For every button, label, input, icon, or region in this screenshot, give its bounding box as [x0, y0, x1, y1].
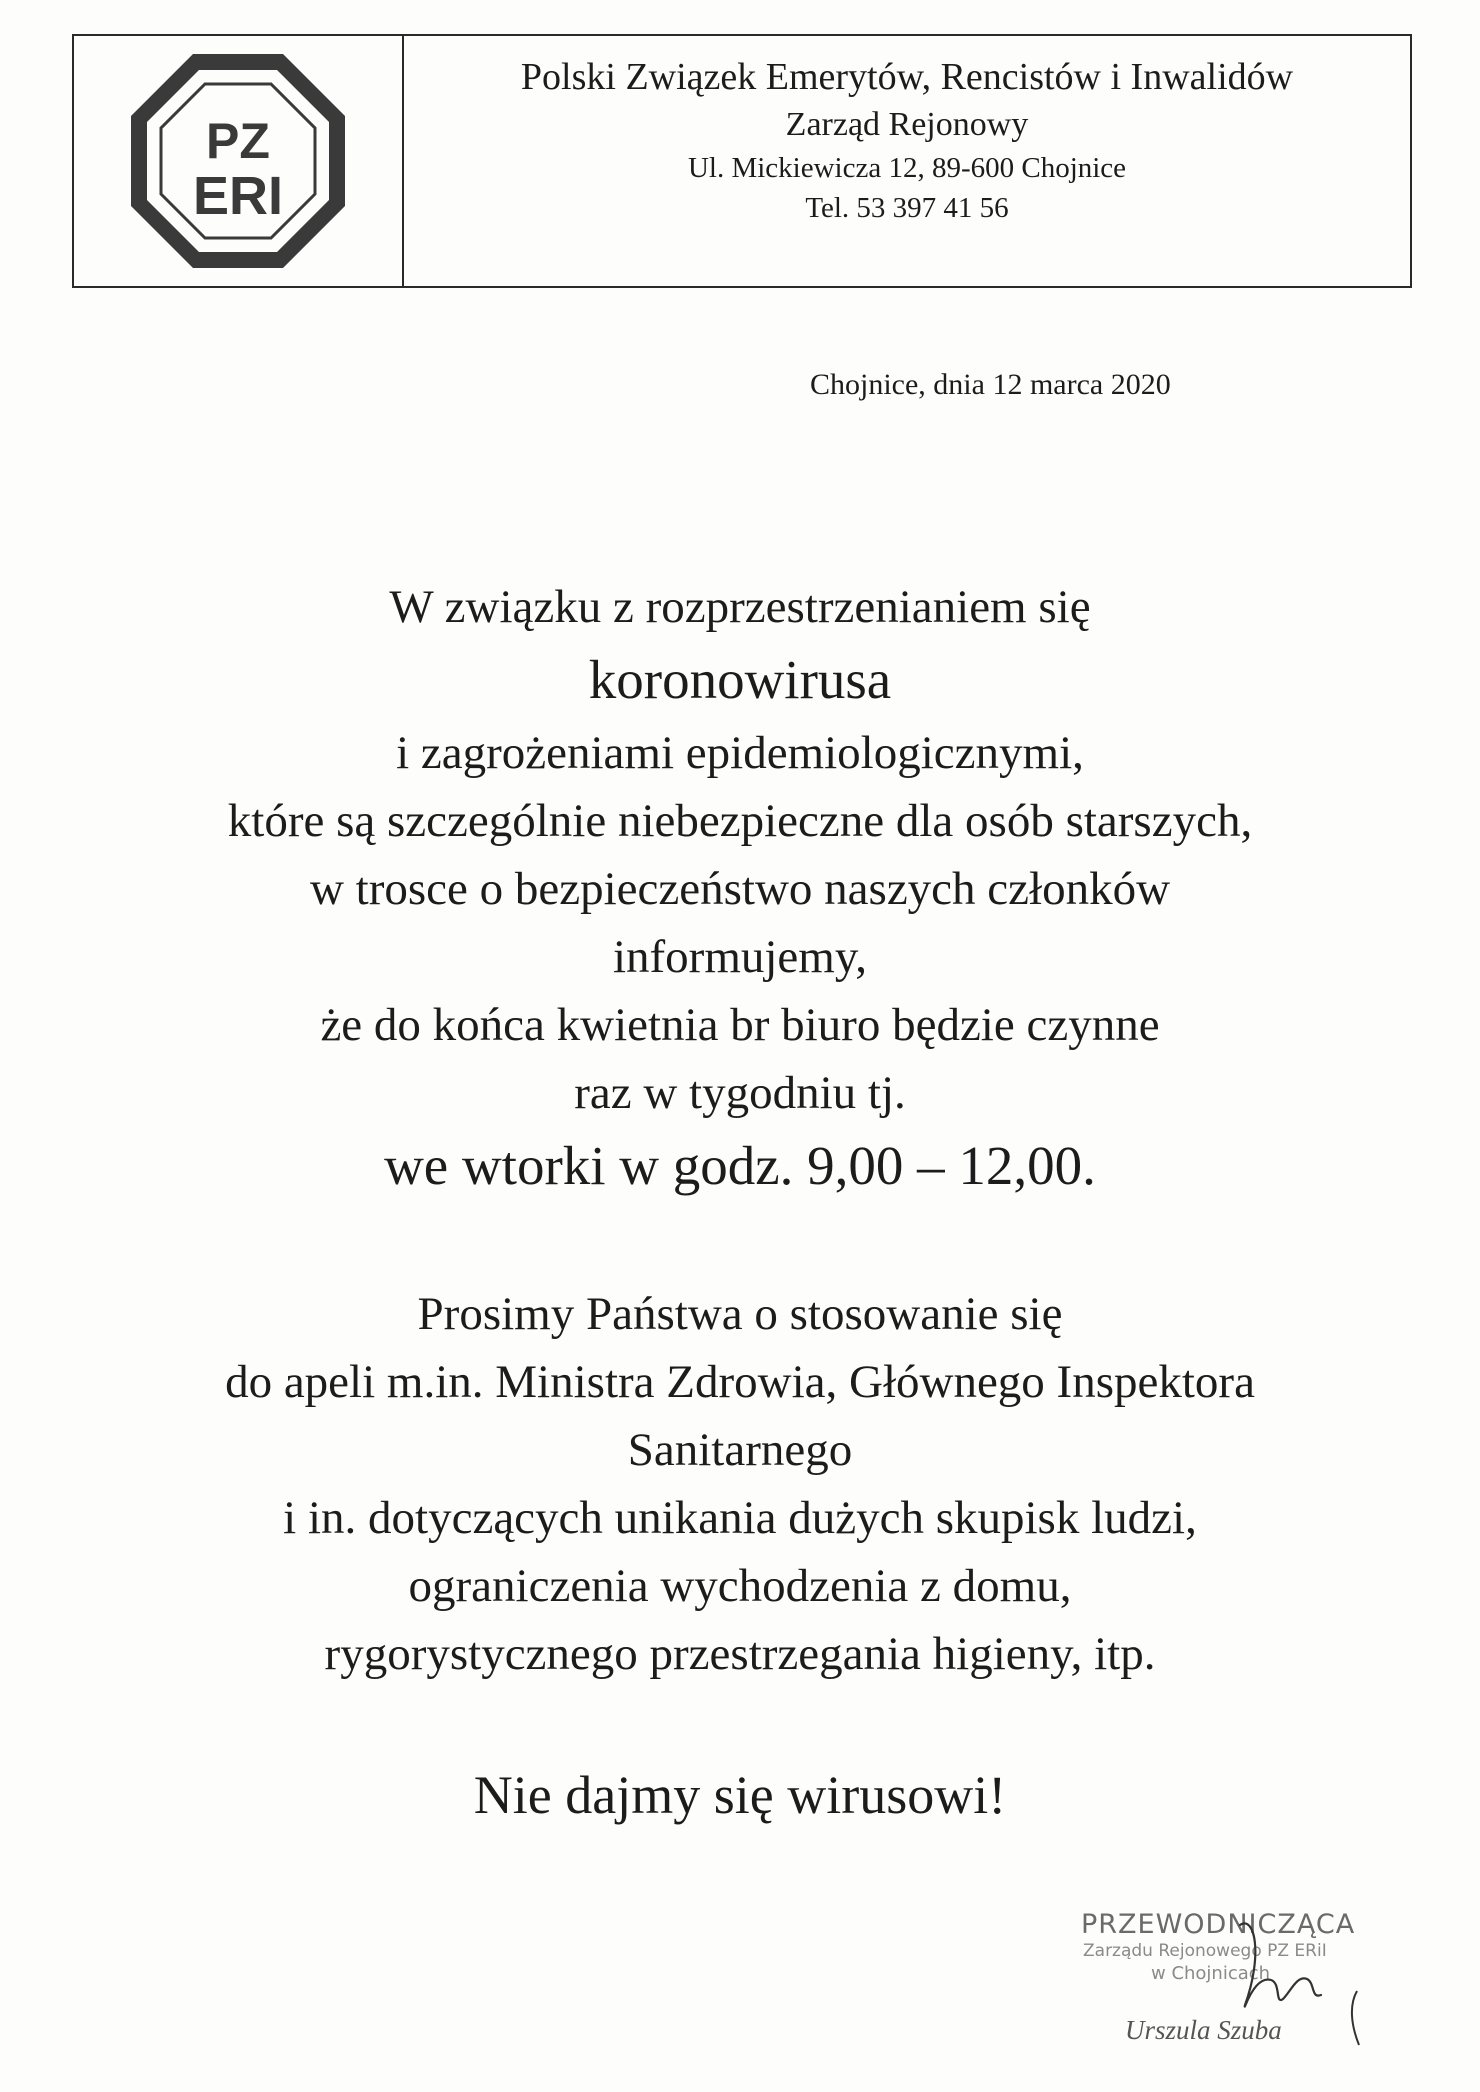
stamp-organization: Zarządu Rejonowego PZ ERiI	[1083, 1941, 1327, 1961]
announcement-line: raz w tygodniu tj.	[574, 1067, 906, 1119]
signature-stamp	[1075, 1895, 1405, 2055]
stamp-location: w Chojnicach	[1151, 1963, 1271, 1984]
pzeri-logo	[123, 46, 353, 276]
logo-text-eri: ERI	[192, 166, 284, 226]
stamp-title: PRZEWODNICZĄCA	[1081, 1909, 1356, 1940]
organization-info	[404, 36, 1410, 286]
logo-cell	[74, 36, 404, 286]
appeal-line: rygorystycznego przestrzegania higieny, itp.	[324, 1628, 1156, 1680]
organization-name: Polski Związek Emerytów, Rencistów i Inwalidów	[520, 56, 1294, 98]
office-hours: we wtorki w godz. 9,00 – 12,00.	[384, 1135, 1096, 1196]
announcement-line: i zagrożeniami epidemiologicznymi,	[396, 727, 1084, 779]
letterhead	[72, 34, 1412, 288]
announcement-line: które są szczególnie niebezpieczne dla osób starszych,	[227, 795, 1253, 847]
announcement	[40, 573, 1440, 1826]
appeal-line: i in. dotyczących unikania dużych skupisk ludzi,	[283, 1492, 1197, 1544]
appeal-line: do apeli m.in. Ministra Zdrowia, Głównego Inspektora	[225, 1356, 1255, 1408]
stamp-name: Urszula Szuba	[1125, 2015, 1282, 2045]
announcement-line: W związku z rozprzestrzenianiem się	[389, 581, 1091, 633]
logo-text-pz: PZ	[206, 113, 270, 169]
appeal-line: Sanitarnego	[627, 1424, 853, 1476]
handwritten-signature	[1075, 1895, 1405, 2055]
appeal-line: ograniczenia wychodzenia z domu,	[408, 1560, 1072, 1612]
organization-address: Ul. Mickiewicza 12, 89-600 Chojnice	[687, 152, 1127, 184]
announcement-line-emphasis: koronowirusa	[588, 649, 892, 710]
appeal-line: Prosimy Państwa o stosowanie się	[417, 1288, 1063, 1340]
organization-unit: Zarząd Rejonowy	[785, 106, 1029, 143]
announcement-line: że do końca kwietnia br biuro będzie czynne	[320, 999, 1160, 1051]
organization-phone: Tel. 53 397 41 56	[805, 192, 1009, 224]
announcement-line: w trosce o bezpieczeństwo naszych członków	[309, 863, 1171, 915]
slogan: Nie dajmy się wirusowi!	[473, 1765, 1007, 1825]
announcement-line: informujemy,	[612, 931, 868, 983]
document-date: Chojnice, dnia 12 marca 2020	[810, 368, 1171, 401]
